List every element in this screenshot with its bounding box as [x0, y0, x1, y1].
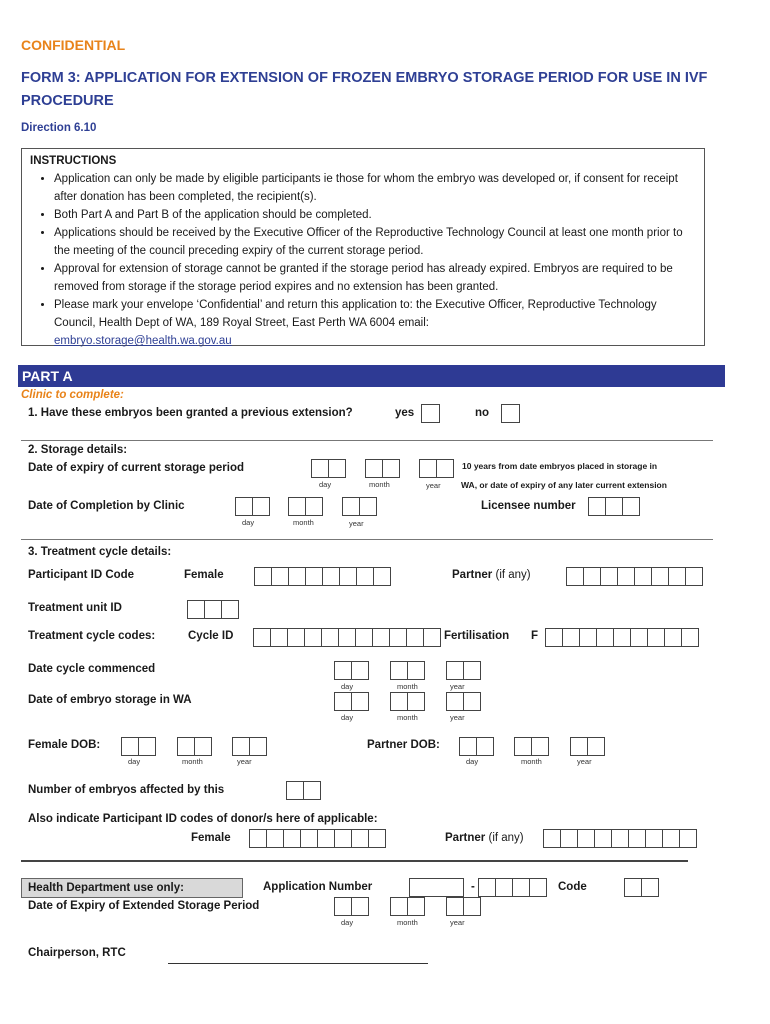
- app-number-field[interactable]: [409, 878, 464, 897]
- app-number-label: Application Number: [263, 881, 373, 893]
- fertilisation-label: Fertilisation: [444, 630, 510, 642]
- instruction-item: [54, 296, 696, 350]
- expiry-label: Date of expiry of current storage period: [28, 462, 244, 474]
- expiry-note-line2: WA, or date of expiry of any later current extension: [461, 480, 667, 490]
- extended-day-boxes[interactable]: [334, 897, 368, 916]
- storage-day-boxes[interactable]: [334, 692, 368, 711]
- completion-day-boxes[interactable]: [235, 497, 269, 516]
- partner-dob-month-boxes[interactable]: [514, 737, 548, 756]
- treatment-unit-label: Treatment unit ID: [28, 602, 122, 614]
- month-caption: month: [182, 757, 203, 766]
- month-caption: month: [397, 682, 418, 691]
- year-caption: year: [426, 481, 441, 490]
- num-embryos-label: Number of embryos affected by this: [28, 784, 225, 796]
- if-any-text: (if any): [495, 569, 531, 581]
- confidential-label: CONFIDENTIAL: [21, 37, 126, 53]
- fertilisation-prefix: F: [531, 630, 539, 642]
- no-label: no: [475, 407, 490, 419]
- female-dob-month-boxes[interactable]: [177, 737, 211, 756]
- code-label: Code: [558, 881, 587, 893]
- female-dob-label: Female DOB:: [28, 739, 101, 751]
- month-caption: month: [521, 757, 542, 766]
- section-divider: [21, 860, 688, 862]
- cycle-day-boxes[interactable]: [334, 661, 368, 680]
- day-caption: day: [341, 918, 354, 927]
- storage-year-boxes[interactable]: [446, 692, 480, 711]
- date-storage-label: Date of embryo storage in WA: [28, 694, 192, 706]
- female-label: Female: [184, 569, 224, 581]
- year-caption: year: [577, 757, 592, 766]
- month-caption: month: [397, 713, 418, 722]
- year-caption: year: [349, 519, 364, 528]
- email-link[interactable]: embryo.storage@health.wa.gov.au: [54, 335, 232, 347]
- q3-label: 3. Treatment cycle details:: [28, 546, 172, 558]
- num-embryos-boxes[interactable]: [286, 781, 320, 800]
- day-caption: day: [242, 518, 255, 527]
- instructions-heading: INSTRUCTIONS: [30, 155, 117, 167]
- clinic-label: Clinic to complete:: [21, 389, 124, 401]
- form-title: FORM 3: APPLICATION FOR EXTENSION OF FROZEN EMBRYO STORAGE PERIOD FOR USE IN IVF PROCEDURE: [21, 70, 708, 109]
- cycle-id-label: Cycle ID: [188, 630, 234, 642]
- expiry-day-boxes[interactable]: [311, 459, 345, 478]
- storage-month-boxes[interactable]: [390, 692, 424, 711]
- partner-text: Partner: [452, 569, 493, 581]
- licensee-label: Licensee number: [481, 500, 576, 512]
- donor-female-boxes[interactable]: [249, 829, 385, 848]
- extended-year-boxes[interactable]: [446, 897, 480, 916]
- cycle-codes-label: Treatment cycle codes:: [28, 630, 156, 642]
- partner-dob-day-boxes[interactable]: [459, 737, 493, 756]
- health-use-label: Health Department use only:: [21, 878, 243, 898]
- female-id-boxes[interactable]: [254, 567, 390, 586]
- chairperson-label: Chairperson, RTC: [28, 947, 126, 959]
- day-caption: day: [341, 682, 354, 691]
- month-caption: month: [369, 480, 390, 489]
- app-number-dash: -: [471, 881, 475, 893]
- completion-label: Date of Completion by Clinic: [28, 500, 185, 512]
- completion-year-boxes[interactable]: [342, 497, 376, 516]
- day-caption: day: [341, 713, 354, 722]
- signature-line[interactable]: [168, 963, 428, 964]
- partner-dob-year-boxes[interactable]: [570, 737, 604, 756]
- instruction-item: • Both Part A and Part B of the application should be completed.: [54, 206, 696, 224]
- donor-partner-label: [445, 832, 524, 844]
- donor-partner-boxes[interactable]: [543, 829, 696, 848]
- instruction-item: • Applications should be received by the Executive Officer of the Reproductive Technology Council at least one month prior to the meeting of the council preceding expiry of the current storage period.: [54, 224, 696, 260]
- cycle-month-boxes[interactable]: [390, 661, 424, 680]
- partner-text: Partner: [445, 832, 486, 844]
- expiry-note-line1: 10 years from date embryos placed in storage in: [462, 461, 658, 471]
- year-caption: year: [450, 682, 465, 691]
- treatment-unit-boxes[interactable]: [187, 600, 238, 619]
- month-caption: month: [293, 518, 314, 527]
- partner-dob-label: Partner DOB:: [367, 739, 440, 751]
- instruction-item: • Approval for extension of storage cannot be granted if the storage period has already expired. Embryos are required to be removed from storage if the storage period expires and no extension has been granted.: [54, 260, 696, 296]
- instruction-item: • Application can only be made by eligible participants ie those for whom the embryo was developed or, if consent for receipt after donation has been completed, the recipient(s).: [54, 170, 696, 206]
- fertilisation-boxes[interactable]: [545, 628, 698, 647]
- donor-ids-label: Also indicate Participant ID codes of donor/s here of applicable:: [28, 813, 378, 825]
- year-caption: year: [450, 918, 465, 927]
- no-checkbox[interactable]: [501, 404, 520, 423]
- q2-label: 2. Storage details:: [28, 444, 128, 456]
- cycle-year-boxes[interactable]: [446, 661, 480, 680]
- participant-id-label: Participant ID Code: [28, 569, 135, 581]
- yes-label: yes: [395, 407, 415, 419]
- direction-label: Direction 6.10: [21, 122, 97, 134]
- female-dob-year-boxes[interactable]: [232, 737, 266, 756]
- donor-female-label: Female: [191, 832, 231, 844]
- divider: [21, 440, 713, 441]
- completion-month-boxes[interactable]: [288, 497, 322, 516]
- instructions-box: [21, 148, 705, 346]
- expiry-month-boxes[interactable]: [365, 459, 399, 478]
- extended-expiry-label: Date of Expiry of Extended Storage Period: [28, 900, 260, 912]
- expiry-year-boxes[interactable]: [419, 459, 453, 478]
- if-any-text: (if any): [488, 832, 524, 844]
- date-cycle-label: Date cycle commenced: [28, 663, 156, 675]
- day-caption: day: [319, 480, 332, 489]
- year-caption: year: [237, 757, 252, 766]
- yes-checkbox[interactable]: [421, 404, 440, 423]
- code-boxes[interactable]: [624, 878, 658, 897]
- part-a-header: PART A: [18, 365, 725, 387]
- licensee-boxes[interactable]: [588, 497, 639, 516]
- extended-month-boxes[interactable]: [390, 897, 424, 916]
- month-caption: month: [397, 918, 418, 927]
- day-caption: day: [128, 757, 141, 766]
- app-number-boxes[interactable]: [478, 878, 546, 897]
- instruction-text: Please mark your envelope ‘Confidential’ and return this application to: the Executive Officer, Reproductive Technology Council, Health Dept of WA, 189 Royal Street, East Perth WA 6004 email:: [54, 299, 657, 329]
- partner-label: [452, 569, 531, 581]
- divider: [21, 539, 713, 540]
- partner-id-boxes[interactable]: [566, 567, 702, 586]
- female-dob-day-boxes[interactable]: [121, 737, 155, 756]
- day-caption: day: [466, 757, 479, 766]
- q1-label: 1. Have these embryos been granted a previous extension?: [28, 407, 353, 419]
- year-caption: year: [450, 713, 465, 722]
- cycle-id-boxes[interactable]: [253, 628, 440, 647]
